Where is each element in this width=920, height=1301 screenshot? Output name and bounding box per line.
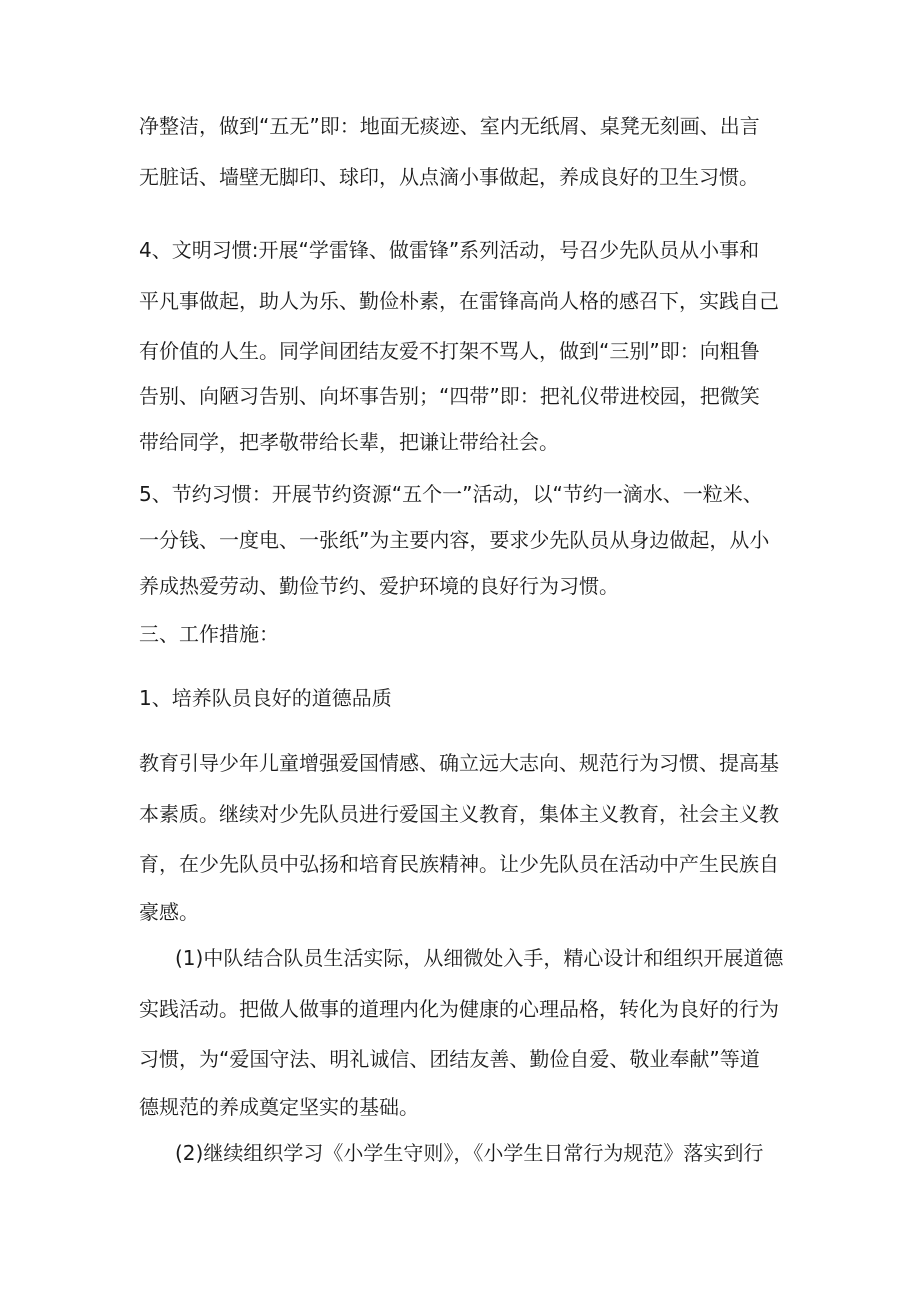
text-line: 无脏话、墙壁无脚印、球印，从点滴小事做起，养成良好的卫生习惯。	[139, 165, 759, 189]
text-line: 一分钱、一度电、一张纸”为主要内容，要求少先队员从身边做起，从小	[139, 528, 770, 552]
text-line: 育，在少先队员中弘扬和培育民族精神。让少先队员在活动中产生民族自	[139, 852, 779, 876]
text-line: 实践活动。把做人做事的道理内化为健康的心理品格，转化为良好的行为	[139, 997, 779, 1021]
text-line: 净整洁，做到“五无”即：地面无痰迹、室内无纸屑、桌凳无刻画、出言	[139, 114, 760, 138]
text-line: 豪感。	[139, 900, 199, 924]
text-line: 教育引导少年儿童增强爱国情感、确立远大志向、规范行为习惯、提高基	[139, 751, 779, 775]
text-line: (1)中队结合队员生活实际，从细微处入手，精心设计和组织开展道德	[175, 946, 784, 970]
text-line: 养成热爱劳动、勤俭节约、爱护环境的良好行为习惯。	[139, 574, 619, 598]
text-line: 4、文明习惯:开展“学雷锋、做雷锋”系列活动，号召少先队员从小事和	[139, 238, 760, 262]
text-line: 有价值的人生。同学间团结友爱不打架不骂人，做到“三别”即：向粗鲁	[139, 339, 760, 363]
text-line: 告别、向陋习告别、向坏事告别；“四带”即：把礼仪带进校园，把微笑	[139, 384, 760, 408]
text-line: 平凡事做起，助人为乐、勤俭朴素，在雷锋高尚人格的感召下，实践自己	[139, 289, 779, 313]
text-line: 本素质。继续对少先队员进行爱国主义教育，集体主义教育，社会主义教	[139, 802, 779, 826]
text-line: (2)继续组织学习《小学生守则》，《小学生日常行为规范》落实到行	[175, 1141, 764, 1165]
text-line: 德规范的养成奠定坚实的基础。	[139, 1095, 419, 1119]
section-heading: 三、工作措施：	[139, 622, 279, 646]
text-line: 习惯，为“爱国守法、明礼诚信、团结友善、勤俭自爱、敬业奉献”等道	[139, 1047, 760, 1071]
subsection-heading: 1、培养队员良好的道德品质	[139, 686, 392, 710]
text-line: 5、节约习惯：开展节约资源“五个一”活动，以“节约一滴水、一粒米、	[139, 482, 763, 506]
text-line: 带给同学，把孝敬带给长辈，把谦让带给社会。	[139, 430, 559, 454]
